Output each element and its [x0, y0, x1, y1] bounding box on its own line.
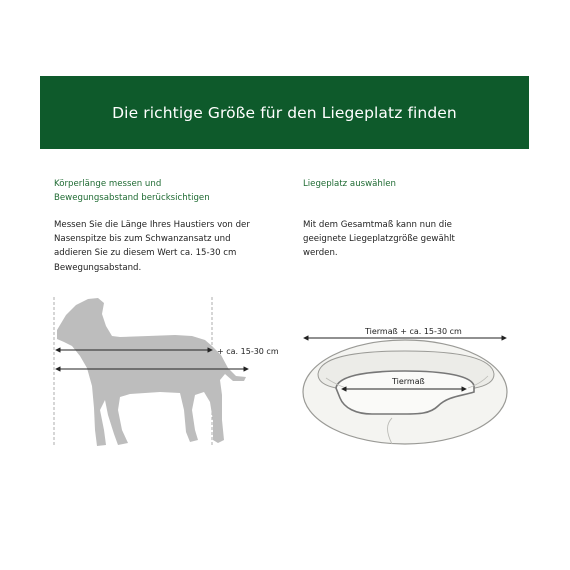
left-text-line: Nasenspitze bis zum Schwanzansatz und — [54, 234, 231, 245]
right-heading: Liegeplatz auswählen — [303, 179, 396, 189]
bed-illustration — [303, 327, 507, 444]
right-text-line: Mit dem Gesamtmaß kann nun die — [303, 220, 452, 230]
pet-bed-icon — [303, 340, 507, 444]
outer-dimension-label: Tiermaß + ca. 15-30 cm — [365, 327, 462, 336]
page-title: Die richtige Größe für den Liegeplatz finden — [112, 103, 457, 122]
measure-label: + ca. 15-30 cm — [217, 347, 279, 356]
dog-illustration — [54, 297, 279, 446]
left-heading-line-1: Körperlänge messen und — [54, 179, 162, 189]
left-text-line: Bewegungsabstand. — [54, 262, 142, 273]
left-text-line: addieren Sie zu diesem Wert ca. 15-30 cm — [54, 248, 237, 259]
inner-dimension-label: Tiermaß — [392, 377, 425, 386]
left-text-line: Messen Sie die Länge Ihres Haustiers von der — [54, 220, 250, 230]
right-text-line: werden. — [303, 248, 338, 259]
left-heading-line-2: Bewegungsabstand berücksichtigen — [54, 193, 210, 203]
right-text-line: geeignete Liegeplatzgröße gewählt — [303, 234, 455, 245]
dog-silhouette-icon — [57, 298, 246, 446]
